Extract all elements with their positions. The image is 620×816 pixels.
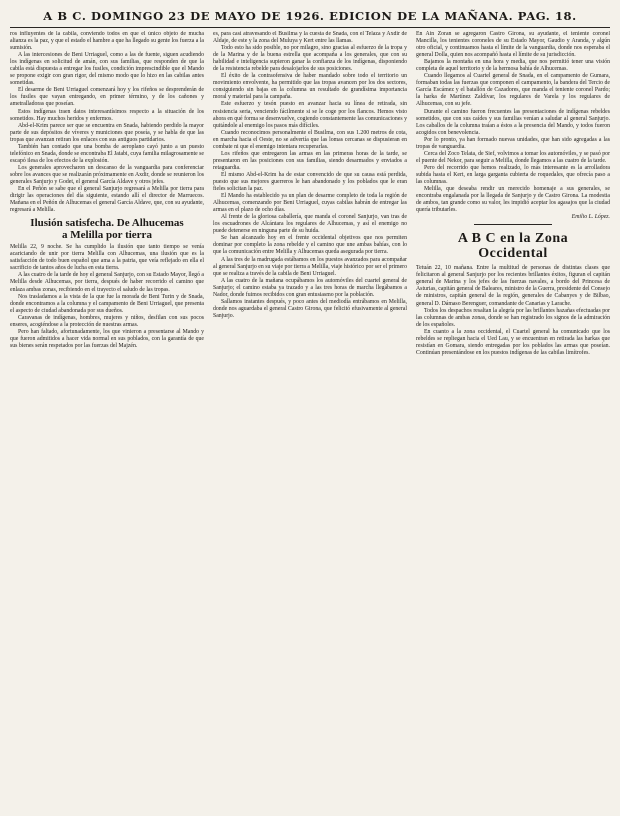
article-paragraph: Melilla 22, 9 noche. Se ha cumplido la ilusión que tanto tiempo se venía acariciando de unir por tierra Melilla con Alhucemas, una ilusión que es la satisfacción de todo buen español que ama a la patria, que veía reflejado en ella el sacrificio de tantos años de lucha en esta tierra. [10, 244, 204, 272]
subheading-line-2: a Melilla por tierra [62, 229, 152, 242]
article-paragraph: Los rifeños que entregaron las armas en las primeras horas de la tarde, se presentaron en las posiciones con sus familias, siendo desarmados y enviados a retaguardia. [213, 150, 407, 171]
article-paragraph: En el Peñón se sabe que el general Sanjurjo regresará a Melilla por tierra para dirigir las operaciones del día siguiente, estando allí el director de Marruecos. Mañana en el Peñón de Alhucemas el general García Aldave, que, con su ayudante, regresará a Melilla. [10, 186, 204, 214]
article-paragraph: Melilla, que deseaba rendir un merecido homenaje a sus generales, se encontraba engalanada por la llegada de Sanjurjo y de Castro Girona. La modestia de ambos, tan grande como su valor, les impidió aceptar los agasajos que la ciudad quería tributarles. [416, 186, 610, 214]
article-paragraph: Tetuán 22, 10 mañana. Entre la multitud de personas de distintas clases que felicitaron al general Sanjurjo por los recientes brillantes éxitos, figuran el capitán general de Marina y los jefes de las fuerzas navales, a bordo del Princesa de Asturias, capitán general de Baleares, ministro de la Guerra, presidente del Consejo de ministros, capitán general de la región, generales de Cabanyes y de Bilbao, general D. Dámaso Berenguer, comandante de Canarias y Larache. [416, 265, 610, 307]
article-paragraph: También han contado que una bomba de aeroplano cayó junto a un puesto telefónico en Snada, donde se encontraba El Jatabi, cuya familia milagrosamente se escapó ilesa de los efectos de la explosión. [10, 143, 204, 164]
page-header: A B C. DOMINGO 23 DE MAYO DE 1926. EDICION DE LA MAÑANA. PAG. 18. [43, 9, 577, 23]
column-1-text [10, 31, 204, 214]
article-paragraph: A las cuatro de la tarde de hoy el general Sanjurjo, con su Estado Mayor, llegó a Melilla desde Alhucemas, por tierra, después de haber recorrido el camino que enlaza ambas zonas, recibiendo en el trayecto el saludo de las tropas. [10, 272, 204, 293]
section-divider [474, 224, 552, 225]
article-paragraph: Por lo pronto, ya han formado nuevas unidades, que han sido agregadas a las tropas de vanguardia. [416, 136, 610, 150]
article-paragraph: Al frente de la gloriosa caballería, que manda el coronel Sanjurjo, van tras de los escuadrones de Alcántara los regulares de Alhucemas, y así el enemigo no puede detenerse en ninguna parte de su huida. [213, 214, 407, 235]
article-paragraph: A las tres de la madrugada estábamos en los puestos avanzados para acompañar al general Sanjurjo en su viaje por tierra a Melilla, viaje histórico por ser el primero que se realiza a través de la cabila de Beni Urriaguel. [213, 256, 407, 277]
article-paragraph: Cerca del Zoco Telata, de Sief, volvimos a tomar los automóviles, y se pasó por el puente del Nekor, para seguir a Melilla, donde llegamos a las cuatro de la tarde. [416, 150, 610, 164]
article-paragraph: Cuando llegamos al Cuartel general de Snada, en el campamento de Gumara, formaban todas las fuerzas que componen el campamento, la bandera del Tercio de García Escámez y el batallón de Cazadores, que manda el teniente coronel Pardo; la harka de Martínez Zaldívar, los regulares de Varela y los regulares de Alhucemas, con su jefe. [416, 73, 610, 108]
column-2 [213, 31, 407, 809]
subheading-line-1: Ilusión satisfecha. De Alhucemas [30, 217, 184, 230]
article-paragraph: ros influyentes de la cabila, conviendo todos en que el único objeto de mucha alianza es la paz, y que el estado el hambre a que ha llegado su gente los fuerza a la sumisión. [10, 31, 204, 52]
column-1-second-article [10, 244, 204, 350]
article-paragraph: Pero han faltado, afortunadamente, los que vinieron a presentarse al Mando y que fueron admitidos a hacer vida normal en sus poblados, con la garantía de que sus bienes serán respetados por las fuerzas del Majzén. [10, 328, 204, 349]
subheading-alhucemas [10, 217, 204, 241]
section-heading-line-2: Occidental [478, 246, 548, 262]
article-paragraph: Estos indígenas traen datos interesantísimos respecto a la situación de los sometidos. Hay muchos heridos y enfermos. [10, 108, 204, 122]
column-1 [10, 31, 204, 809]
article-paragraph: El éxito de la contraofensiva de haber mandado sobre todo el territorio un movimiento envolvente, ha permitido que las tropas avancen por los dos sectores, consiguiendo sin bajas en la columna un resultado de grandísima importancia moral y material para la campaña. [213, 73, 407, 101]
column-3-text [416, 31, 610, 214]
article-paragraph: es, para casi atravesando el Busilma y la cuesta de Snada, con el Telaza y Axdir de Aldaje, de este y la zona del Muluya y Kert entre las llamas. [213, 31, 407, 45]
article-paragraph: Este esfuerzo y tesón puesto en avanzar hacia su línea de retirada, sin resistencia seria, venciendo fácilmente si se le coge por los flancos. Hemos visto ahora en qué forma se desenvuelve, cogiendo constantemente las comunicaciones y quitándole al enemigo los pasos más difíciles. [213, 101, 407, 129]
article-paragraph: El Mando ha establecido ya un plan de desarme completo de toda la región de Alhucemas, comenzando por Beni Urriaguel, cuyas cabilas habrán de entregar las armas en el plazo de ocho días. [213, 193, 407, 214]
article-paragraph: A las intercesiones de Beni Urriaguel, como a las de fuente, siguen acudiendo los indígenas en solicitud de amán, con sus familias, que responden de que la cabila está dispuesta a entregar los fusiles, condición imprescindible que el Mando se propone exigir con gran rigor, del mismo modo que lo hizo en las cabilas antes sometidas. [10, 52, 204, 87]
column-3-second-article [416, 265, 610, 357]
section-heading-line-1: A B C en la Zona [457, 231, 569, 247]
column-3 [416, 31, 610, 809]
article-paragraph: En Ain Zoran se agregaron Castro Girona, su ayudante, el teniente coronel Mancilla, los tenientes coroneles de su Estado Mayor, Gaudio y Aranda, y algún otro oficial, y continuamos hasta el límite de la vanguardia, donde nos esperaba el general Dolla, quien nos acompañó hasta el límite de su jurisdicción. [416, 31, 610, 59]
column-2-text [213, 31, 407, 320]
article-paragraph: Bajamos la montaña en una hora y media, que nos permitió tener una visión completa de aquel territorio y de la hermosa bahía de Alhucemas. [416, 59, 610, 73]
article-paragraph: A las cuatro de la mañana ocupábamos los automóviles del cuartel general de Sanjurjo; el camino estaba ya trazado y a las tres horas de marcha llegábamos a Nador, donde fuimos recibidos con gran entusiasmo por la población. [213, 277, 407, 298]
article-paragraph: Abd-el-Krim parece ser que se encuentra en Snada, habiendo perdido la mayor parte de sus depósitos de víveres y municiones que poseía, y se habla de que las tropas que avanzan retiran los enlaces con sus antiguos partidarios. [10, 122, 204, 143]
article-paragraph: Sallamos instantes después, y poco antes del mediodía entrábamos en Melilla, donde nos aguardaba el general Castro Girona, que felicitó efusivamente al general Sanjurjo. [213, 298, 407, 319]
article-paragraph: Todo esto ha sido posible, no por milagro, sino gracias al esfuerzo de la tropa y de la Marina y de la buena estrella que acompaña a los generales, que con su habilidad e inteligencia supieron ganar la confianza de los indígenas, disponiendo de la resistencia rebelde para desalojarlos de sus posiciones. [213, 45, 407, 73]
article-paragraph: Cuando reconocimos personalmente el Busilma, con sus 1.200 metros de cota, en marcha hacia el Oeste, no se advertía que las lomas cercanas se dispusieran en combate ni que el enemigo intentara recuperarlas. [213, 129, 407, 150]
author-signature: Emilio L. López. [571, 214, 610, 221]
article-paragraph: Caravanas de indígenas, hombres, mujeres y niños, desfilan con sus pocos enseres, acogiéndose a la protección de nuestras armas. [10, 314, 204, 328]
article-paragraph: Se han alcanzado hoy en el frente occidental objetivos que nos permiten dominar por completo la zona rebelde y el camino que une ambas bahías, con lo que la comunicación entre Melilla y Alhucemas queda asegurada por tierra. [213, 235, 407, 256]
article-columns [10, 31, 610, 809]
article-paragraph: En cuanto a la zona occidental, el Cuartel general ha comunicado que los rebeldes se repliegan hacia el Ued Lau, y se encuentran en retirada las harkas que resistían en Gomara, siendo entregadas por los poblados las armas que poseían. Continúan presentándose en los puestos indígenas de las cabilas limítrofes. [416, 328, 610, 356]
article-paragraph: El mismo Abd-el-Krim ha de estar convencido de que su causa está perdida, puesto que sus mejores guerreros le han abandonado y los poblados que le eran fieles solicitan la paz. [213, 171, 407, 193]
article-paragraph: Todos los despachos resaltan la alegría por las brillantes hazañas efectuadas por las columnas de ambas zonas, donde se han registrado los signos de la admiración de los españoles. [416, 307, 610, 328]
article-paragraph: Los generales aprovecharon un descanso de la vanguardia para conferenciar sobre los avances que se realizarán próximamente en Axdir, donde se reunieron los generales Sanjurjo y Godet, el general García Aldave y otros jefes. [10, 164, 204, 185]
article-paragraph: El desarme de Beni Urriaguel comenzará hoy y los rifeños se desprenderán de los fusiles que vayan entregando, en primer término, y de los cañones y ametralladoras que poseían. [10, 87, 204, 108]
article-paragraph: Durante el camino fueron frecuentes las presentaciones de indígenas rebeldes sometidos, que con sus caídes y sus familias venían a saludar al general Sanjurjo. Los caballos de la columna traían a éstos a la presencia del Mando, y todos fueron acogidos con benevolencia. [416, 108, 610, 136]
header-rule [10, 27, 610, 28]
article-paragraph: Nos trasladamos a la vista de la que fue la morada de Beni Turin y de Snada, donde encontramos a la columna y el campamento de Beni Urriaguel, que presenta el aspecto de ciudad abandonada por sus dueños. [10, 293, 204, 314]
article-paragraph: Pero del recorrido que hemos realizado, lo más interesante es la arrolladora subida hasta el Kert, en larga garganta cubierta de roquedales, que ofrecía paso a las columnas. [416, 164, 610, 185]
